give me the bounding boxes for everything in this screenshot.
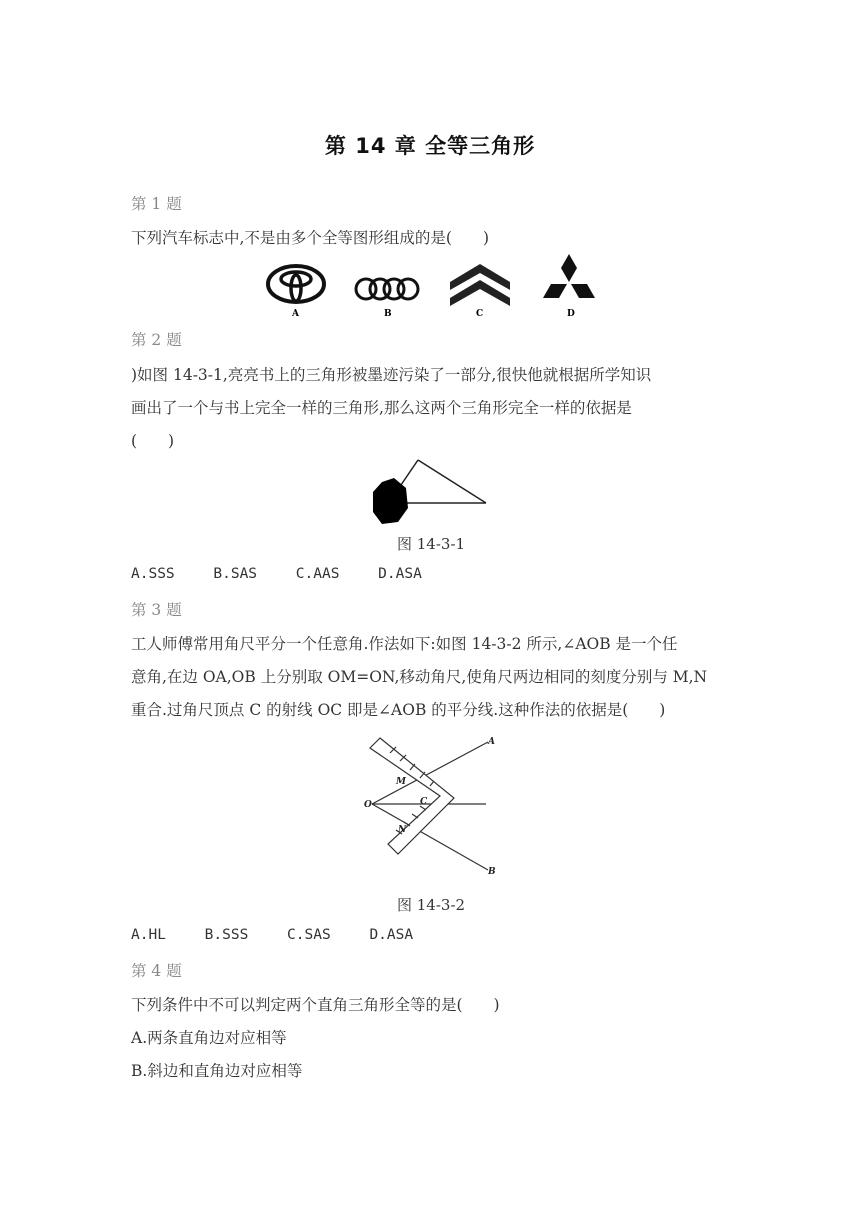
- question-4-option-b: B.斜边和直角边对应相等: [131, 1062, 303, 1080]
- question-1-label: 第 1 题: [131, 195, 182, 213]
- option-d: D.ASA: [378, 566, 422, 582]
- option-a: A.SSS: [131, 566, 175, 582]
- ink-stained-triangle-figure: [368, 452, 492, 528]
- figure-14-3-2-caption: 图 14-3-2: [397, 896, 466, 914]
- question-3-options: [131, 927, 443, 943]
- logo-letter-d: D: [567, 309, 575, 319]
- question-2-label: 第 2 题: [131, 331, 182, 349]
- angle-bisector-figure: [360, 734, 505, 882]
- question-3-line-2: 意角,在边 OA,OB 上分别取 OM=ON,移动角尺,使角尺两边相同的刻度分别与 M,N: [131, 668, 708, 686]
- option-d: D.ASA: [369, 927, 414, 943]
- question-3-line-1: 工人师傅常用角尺平分一个任意角.作法如下:如图 14-3-2 所示,∠AOB 是一个任: [131, 635, 678, 653]
- label-o: O: [364, 800, 372, 810]
- question-1-text: 下列汽车标志中,不是由多个全等图形组成的是( ): [131, 229, 490, 247]
- label-m: M: [396, 777, 406, 787]
- logo-letter-a: A: [292, 309, 299, 319]
- question-2-options: [131, 566, 452, 582]
- label-n: N: [398, 825, 407, 835]
- toyota-logo: [268, 266, 324, 302]
- option-a: A.HL: [131, 927, 166, 943]
- figure-14-3-1-caption: 图 14-3-1: [397, 535, 466, 553]
- option-c: C.AAS: [295, 566, 340, 582]
- label-b: B: [488, 867, 496, 877]
- logo-letter-c: C: [476, 309, 484, 319]
- option-b: B.SSS: [204, 927, 249, 943]
- question-4-text: 下列条件中不可以判定两个直角三角形全等的是( ): [131, 996, 500, 1014]
- page-title: 第 14 章 全等三角形: [324, 134, 536, 158]
- audi-logo: [356, 279, 418, 299]
- question-4-label: 第 4 题: [131, 962, 182, 980]
- logo-letter-b: B: [384, 309, 392, 319]
- label-c: C: [420, 797, 428, 807]
- question-4-option-a: A.两条直角边对应相等: [131, 1029, 287, 1047]
- car-logos-figure: [262, 252, 602, 322]
- question-3-line-3: 重合.过角尺顶点 C 的射线 OC 即是∠AOB 的平分线.这种作法的依据是( ): [131, 701, 666, 719]
- mitsubishi-logo: [543, 254, 595, 298]
- question-3-label: 第 3 题: [131, 601, 182, 619]
- question-2-line-1: )如图 14-3-1,亮亮书上的三角形被墨迹污染了一部分,很快他就根据所学知识: [131, 366, 652, 384]
- question-2-line-3: ( ): [131, 432, 175, 450]
- question-2-line-2: 画出了一个与书上完全一样的三角形,那么这两个三角形完全一样的依据是: [131, 399, 632, 417]
- option-c: C.SAS: [287, 927, 331, 943]
- option-b: B.SAS: [213, 566, 258, 582]
- citroen-logo: [450, 264, 510, 306]
- label-a: A: [488, 737, 495, 747]
